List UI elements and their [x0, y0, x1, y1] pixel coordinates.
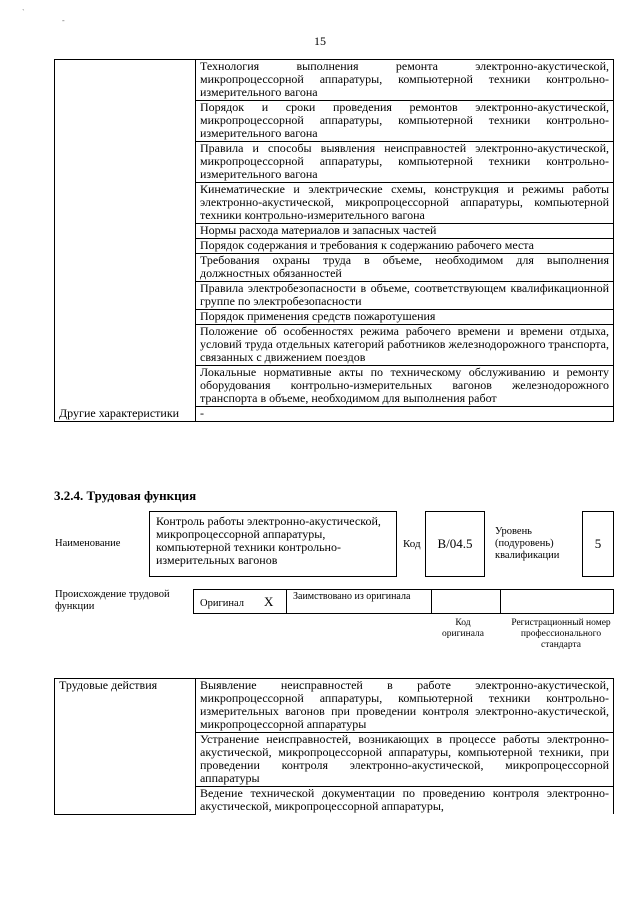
original-label: Оригинал — [200, 598, 244, 609]
code-box — [425, 511, 485, 577]
table-row — [55, 310, 614, 325]
code-value: B/04.5 — [437, 536, 473, 551]
row-text: Положение об особенностях режима рабочего времени и времени отдыха, условий труда отдельных категорий работников железнодорожного транспорта, связанных с движением поездов — [196, 325, 614, 366]
table-row — [55, 407, 614, 422]
knowledge-table — [54, 59, 614, 422]
row-text: Порядок применения средств пожаротушения — [196, 310, 614, 325]
row-label — [55, 787, 196, 815]
table-row — [55, 183, 614, 224]
origin-box — [193, 589, 614, 614]
row-label — [55, 224, 196, 239]
scan-mark: - — [62, 16, 65, 25]
row-label — [55, 239, 196, 254]
scan-mark: ` — [22, 8, 25, 17]
row-text: Правила и способы выявления неисправностей электронно-акустической, микропроцессорной аппаратуры, компьютерной техники контрольно-измерительного вагона — [196, 142, 614, 183]
borrowed-label: Заимствовано из оригинала — [293, 591, 411, 602]
reg-number-caption: Регистрационный номер профессионального стандарта — [511, 618, 611, 650]
row-text: Технология выполнения ремонта электронно-акустической, микропроцессорной аппаратуры, компьютерной техники контрольно-измерительного вагона — [196, 60, 614, 101]
level-label: Уровень (подуровень) квалификации — [495, 526, 560, 561]
row-label — [55, 142, 196, 183]
page-number: 15 — [314, 34, 326, 48]
function-name-box — [149, 511, 397, 577]
level-box — [582, 511, 614, 577]
action-text: Выявление неисправностей в работе электронно-акустической, микропроцессорной аппаратуры, компьютерной техники контрольно-измерительных вагонов при проведении контроля электронно-акустической, микропроцессорной аппаратуры — [196, 679, 614, 733]
table-row — [55, 142, 614, 183]
original-mark: X — [264, 594, 274, 609]
row-text: Требования охраны труда в объеме, необходимом для выполнения должностных обязанностей — [196, 254, 614, 282]
table-row — [55, 325, 614, 366]
code-label: Код — [403, 538, 421, 550]
code-original-caption: Код оригинала — [442, 618, 484, 639]
row-label — [55, 325, 196, 366]
table-row — [55, 787, 614, 815]
section-title: 3.2.4. Трудовая функция — [54, 488, 197, 503]
name-label: Наименование — [55, 538, 121, 549]
actions-label: Трудовые действия — [55, 679, 196, 733]
row-label: Другие характеристики — [55, 407, 196, 422]
table-row — [55, 282, 614, 310]
table-row — [55, 366, 614, 407]
row-text: Нормы расхода материалов и запасных частей — [196, 224, 614, 239]
action-text: Устранение неисправностей, возникающих в процессе работы электронно-акустической, микропроцессорной аппаратуры, компьютерной техники, при проведении контроля электронно-акустической, микропроцессорной аппаратуры — [196, 733, 614, 787]
row-label — [55, 310, 196, 325]
table-row — [55, 239, 614, 254]
row-text: Порядок содержания и требования к содержанию рабочего места — [196, 239, 614, 254]
function-name-value: Контроль работы электронно-акустической, микропроцессорной аппаратуры, компьютерной техники контрольно-измерительных вагонов — [156, 514, 381, 567]
row-label — [55, 183, 196, 224]
row-label — [55, 366, 196, 407]
row-text: Порядок и сроки проведения ремонтов электронно-акустической, микропроцессорной аппаратуры, компьютерной техники контрольно-измерительного вагона — [196, 101, 614, 142]
table-row — [55, 60, 614, 101]
row-label — [55, 101, 196, 142]
row-label — [55, 733, 196, 787]
table-row — [55, 254, 614, 282]
row-text: Локальные нормативные акты по техническому обслуживанию и ремонту оборудования контрольно-измерительных вагонов железнодорожного транспорта в объеме, необходимом для выполнения работ — [196, 366, 614, 407]
row-text: - — [196, 407, 614, 422]
table-row — [55, 679, 614, 733]
origin-label: Происхождение трудовой функции — [55, 589, 170, 612]
row-label — [55, 60, 196, 101]
actions-table — [54, 678, 614, 815]
table-row — [55, 224, 614, 239]
action-text: Ведение технической документации по проведению контроля электронно-акустической, микропроцессорной аппаратуры, — [196, 787, 614, 815]
row-label — [55, 282, 196, 310]
row-text: Правила электробезопасности в объеме, соответствующем квалификационной группе по электробезопасности — [196, 282, 614, 310]
table-row — [55, 733, 614, 787]
level-value: 5 — [594, 536, 602, 551]
row-label — [55, 254, 196, 282]
row-text: Кинематические и электрические схемы, конструкция и режимы работы электронно-акустической, микропроцессорной аппаратуры, компьютерной техники контрольно-измерительного вагона — [196, 183, 614, 224]
table-row — [55, 101, 614, 142]
